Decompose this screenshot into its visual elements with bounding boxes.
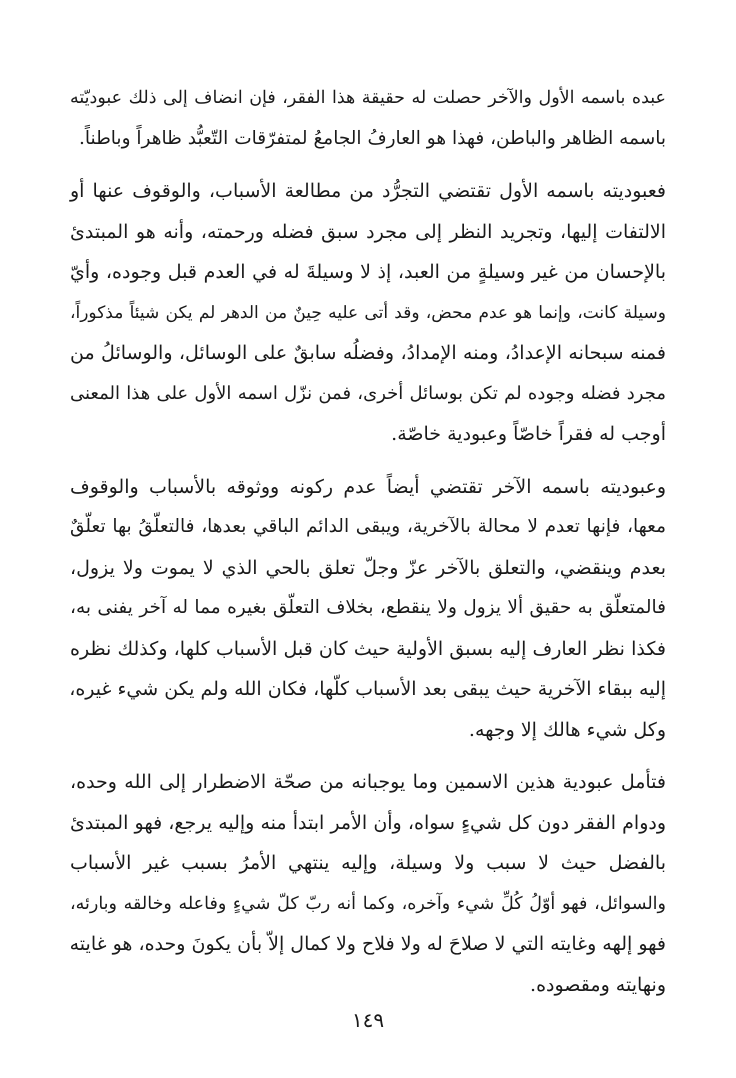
text-line: معها، فإنها تعدم لا محالة بالآخرية، ويبقى الدائم الباقي بعدها، فالتعلّقُ بها تعلّقٌ xyxy=(70,516,666,537)
text-line: مجرد فضله وجوده لم تكن بوسائل أخرى، فمن نزّل اسمه الأول على هذا المعنى xyxy=(70,382,666,404)
text-line: ودوام الفقر دون كل شيءٍ سواه، وأن الأمر ابتدأ منه وإليه يرجع، فهو المبتدئ xyxy=(70,811,666,834)
text-line: فتأمل عبودية هذين الاسمين وما يوجبانه من صحّة الاضطرار إلى الله وحده، xyxy=(70,771,666,793)
text-line: بالفضل حيث لا سبب ولا وسيلة، وإليه ينتهي الأمرُ بسبب غير الأسباب xyxy=(70,852,666,874)
text-line: فمنه سبحانه الإعدادُ، ومنه الإمدادُ، وفضلُه سابقٌ على الوسائل، والوسائلُ من xyxy=(70,342,666,364)
text-line: فالمتعلّق به حقيق ألا يزول ولا ينقطع، بخلاف التعلّق بغيره مما له آخر يفنى به، xyxy=(70,597,666,618)
text-line: وسيلة كانت، وإنما هو عدم محض، وقد أتى عليه حِينٌ من الدهر لم يكن شيئاً مذكوراً، xyxy=(70,302,666,323)
text-line: ونهايته ومقصوده. xyxy=(530,973,666,996)
page-body xyxy=(70,78,666,1078)
page-number: ١٤٩ xyxy=(351,1008,385,1032)
paragraph-4 xyxy=(70,762,666,1005)
text-line: وعبوديته باسمه الآخر تقتضي أيضاً عدم ركونه ووثوقه بالأسباب والوقوف xyxy=(70,475,666,498)
text-line: فعبوديته باسمه الأول تقتضي التجرُّد من مطالعة الأسباب، والوقوف عنها أو xyxy=(70,180,666,202)
paragraph-3 xyxy=(70,467,666,751)
paragraph-2 xyxy=(70,171,666,455)
text-line: أوجب له فقراً خاصّاً وعبودية خاصّة. xyxy=(391,423,666,445)
text-line: الالتفات إليها، وتجريد النظر إلى مجرد سبق فضله ورحمته، وأنه هو المبتدئ xyxy=(70,220,666,243)
text-line: بعدم وينقضي، والتعلق بالآخر عزّ وجلّ تعلق بالحي الذي لا يموت ولا يزول، xyxy=(70,556,666,579)
text-line: فكذا نظر العارف إليه بسبق الأولية حيث كان قبل الأسباب كلها، وكذلك نظره xyxy=(70,637,666,660)
text-line: باسمه الظاهر والباطن، فهذا هو العارفُ الجامعُ لمتفرّقات التّعبُّد ظاهراً وباطناً. xyxy=(78,127,666,149)
text-line: إليه ببقاء الآخرية حيث يبقى بعد الأسباب كلّها، فكان الله ولم يكن شيء غيره، xyxy=(69,678,666,700)
text-line: والسوائل، فهو أوّلُ كُلِّ شيء وآخره، وكما أنه ربّ كلّ شيءٍ وفاعله وخالقه وبارئه، xyxy=(70,893,666,914)
text-line: عبده باسمه الأول والآخر حصلت له حقيقة هذا الفقر، فإن انضاف إلى ذلك عبوديّته xyxy=(70,88,666,108)
text-line: بالإحسان من غير وسيلةٍ من العبد، إذ لا وسيلةَ له في العدم قبل وجوده، وأيّ xyxy=(70,261,666,283)
text-line: وكل شيء هالك إلا وجهه. xyxy=(468,718,666,741)
paragraph-1 xyxy=(70,78,666,159)
text-line: فهو إلهه وغايته التي لا صلاحَ له ولا فلاح ولا كمال إلاّ بأن يكونَ وحده، هو غايته xyxy=(69,933,666,955)
